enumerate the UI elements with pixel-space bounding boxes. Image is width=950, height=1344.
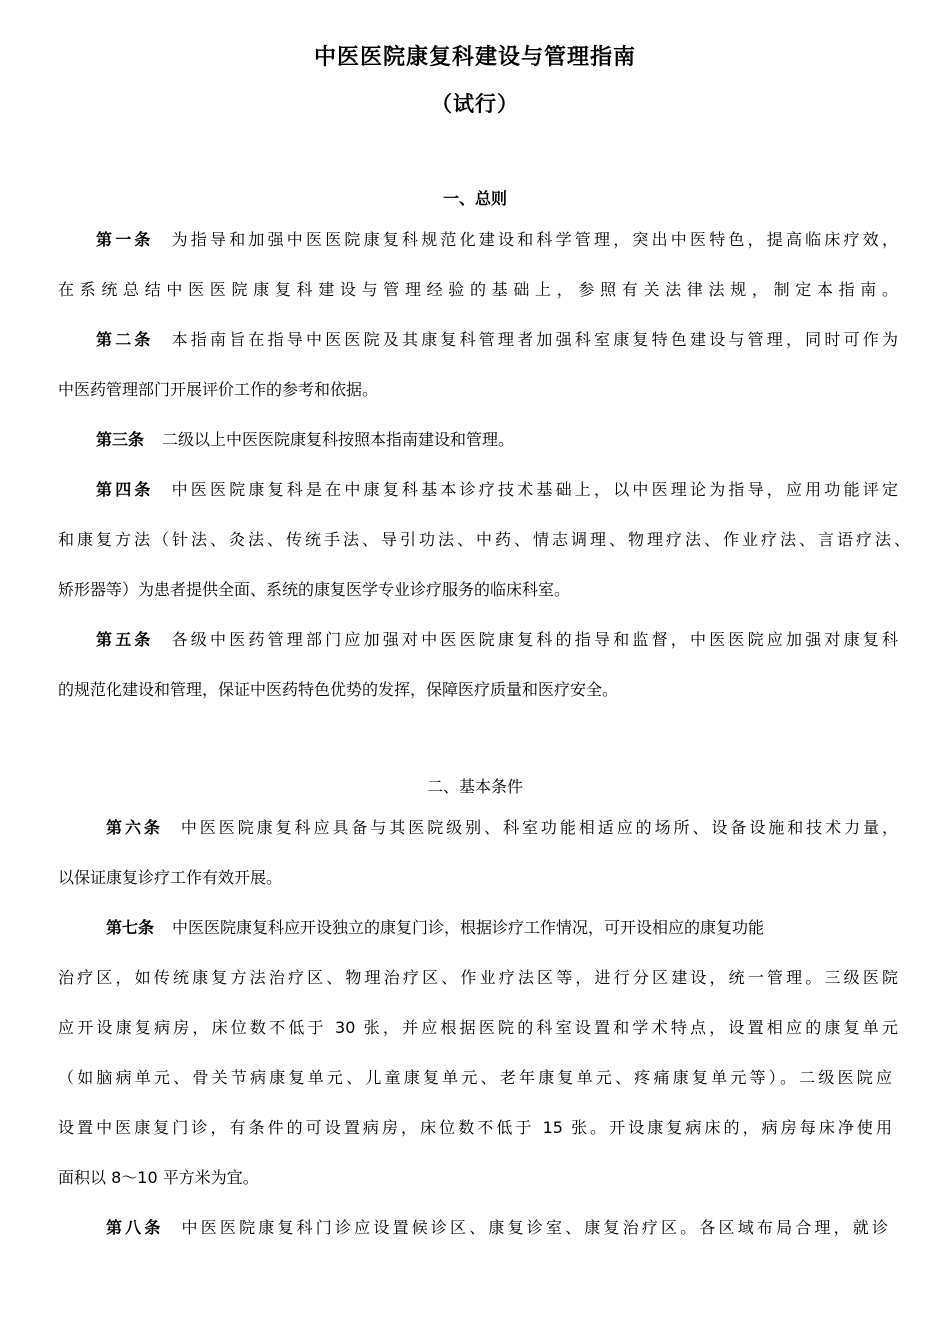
article-5-line-1: 第五条 各级中医药管理部门应加强对中医医院康复科的指导和监督，中医医院应加强对康复科	[96, 630, 898, 649]
article-7-line-3: 应开设康复病房，床位数不低于 30 张，并应根据医院的科室设置和学术特点，设置相应的康复单元	[58, 1018, 898, 1037]
article-label: 第四条	[96, 480, 154, 499]
article-8-line-1: 第八条 中医医院康复科门诊应设置候诊区、康复诊室、康复治疗区。各区域布局合理，就诊	[106, 1218, 888, 1237]
article-3-line-1: 第三条 二级以上中医医院康复科按照本指南建设和管理。	[96, 430, 515, 449]
article-label: 第八条	[106, 1218, 164, 1237]
article-7-line-5: 设置中医康复门诊，有条件的可设置病房，床位数不低于 15 张。开设康复病床的，病房每床净使用	[58, 1118, 892, 1137]
document-title: 中医医院康复科建设与管理指南	[313, 45, 636, 70]
article-label: 第二条	[96, 330, 154, 349]
article-label: 第五条	[96, 630, 154, 649]
article-7-line-6: 面积以 8～10 平方米为宜。	[58, 1168, 259, 1187]
section-heading-general: 一、总则	[442, 189, 507, 208]
article-label: 第七条	[106, 918, 155, 937]
article-4-line-2: 和康复方法（针法、灸法、传统手法、导引功法、中药、情志调理、物理疗法、作业疗法、言语疗法、	[58, 530, 910, 549]
section-heading-basic-conditions: 二、基本条件	[426, 777, 523, 796]
article-6-line-2: 以保证康复诊疗工作有效开展。	[58, 868, 283, 887]
article-2-line-1: 第二条 本指南旨在指导中医医院及其康复科管理者加强科室康复特色建设与管理，同时可作为	[96, 330, 898, 349]
article-1-line-2: 在系统总结中医医院康复科建设与管理经验的基础上，参照有关法律法规，制定本指南。	[58, 280, 898, 299]
document-subtitle: （试行）	[431, 92, 519, 116]
article-2-line-2: 中医药管理部门开展评价工作的参考和依据。	[58, 380, 379, 399]
article-7-line-1: 第七条 中医医院康复科应开设独立的康复门诊，根据诊疗工作情况，可开设相应的康复功能	[106, 918, 765, 937]
article-4-line-3: 矫形器等）为患者提供全面、系统的康复医学专业诊疗服务的临床科室。	[58, 580, 571, 599]
article-6-line-1: 第六条 中医医院康复科应具备与其医院级别、科室功能相适应的场所、设备设施和技术力量，	[106, 818, 898, 837]
article-label: 第一条	[96, 230, 154, 249]
article-5-line-2: 的规范化建设和管理，保证中医药特色优势的发挥，保障医疗质量和医疗安全。	[58, 680, 619, 699]
article-4-line-1: 第四条 中医医院康复科是在中康复科基本诊疗技术基础上，以中医理论为指导，应用功能评定	[96, 480, 898, 499]
article-label: 第三条	[96, 430, 145, 449]
article-7-line-4: （如脑病单元、骨关节病康复单元、儿童康复单元、老年康复单元、疼痛康复单元等）。二级医院应	[58, 1068, 892, 1087]
article-1-line-1: 第一条 为指导和加强中医医院康复科规范化建设和科学管理，突出中医特色，提高临床疗效，	[96, 230, 898, 249]
article-7-line-2: 治疗区，如传统康复方法治疗区、物理治疗区、作业疗法区等，进行分区建设，统一管理。三级医院	[58, 968, 898, 987]
article-label: 第六条	[106, 818, 163, 837]
